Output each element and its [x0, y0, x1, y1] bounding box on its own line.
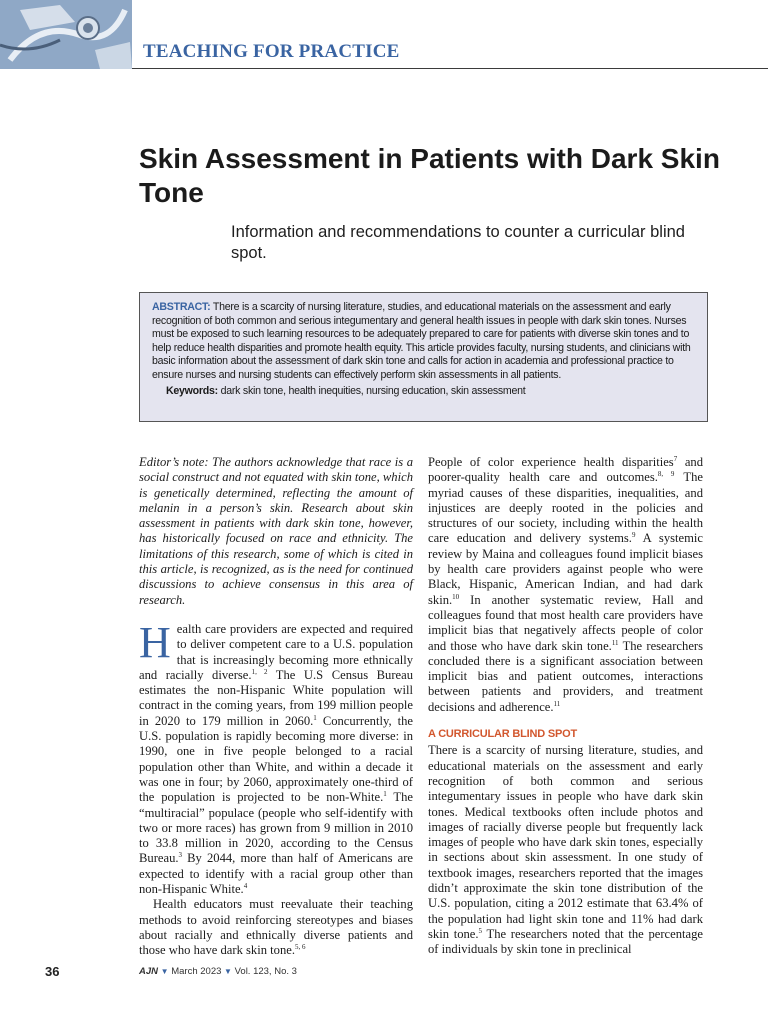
citation: 7	[673, 454, 678, 463]
citation: 11	[611, 638, 619, 647]
section-label: TEACHING FOR PRACTICE	[143, 41, 400, 62]
footer-journal-info	[139, 966, 297, 977]
page-number: 36	[45, 964, 60, 979]
abstract-body: There is a scarcity of nursing literature, studies, and educational materials on the assessment and early recognition of both common and serious integumentary and general health issues in people with dark skin tones. Nurses must be exposed to such learning resources to be adequately prepared to care for patients with diverse skin tones and to help reduce health disparities and promote health equity. This article provides faculty, nursing students, and clinicians with basic information about the assessment of dark skin tone and calls for action in academia and professional practice to ensure nurses and nursing students can effectively perform skin assessments in all patients.	[152, 301, 691, 381]
text-run: The “multiracial” populace (people who self-identify with two or more races) has grown from 9 million in 2010 to 33.8 million in 2020, according to the Census Bureau.	[139, 790, 413, 866]
text-run: and poorer-quality health care and outcomes.	[428, 455, 704, 485]
text-run: A systemic review by Maina and colleagues found implicit biases by health care providers against people who were Black, Hispanic, American Indian, and had dark skin.	[428, 531, 703, 607]
body-paragraph-3	[428, 455, 703, 715]
header-divider	[132, 68, 768, 69]
citation: 9	[631, 531, 636, 540]
separator-icon: ▼	[160, 967, 169, 976]
stethoscope-icon	[0, 0, 132, 69]
citation: 3	[178, 851, 183, 860]
keywords-label: Keywords:	[166, 384, 218, 397]
text-run: In another systematic review, Hall and colleagues found that most health care providers have implicit bias that negatively affects people of color and those who have dark skin tone.	[428, 592, 703, 653]
text-run: By 2044, more than half of Americans are expected to identify with a racial group other than non-Hispanic White.	[139, 851, 413, 897]
keywords-list: dark skin tone, health inequities, nursing education, skin assessment	[217, 384, 526, 397]
body-paragraph-2	[139, 897, 413, 958]
text-run: Concurrently, the U.S. population is rapidly becoming more diverse: in 1990, one in five people belonged to a racial population other than White, and within a decade it was one in four; by 2060, approximately one-third of the population is projected to be non-White.	[139, 713, 413, 805]
text-run: ealth care providers are expected and required to deliver competent care to a U.S. population that is increasingly becoming more ethnically and racially diverse.	[139, 621, 413, 682]
text-run: People of color experience health disparities	[428, 455, 674, 469]
abstract-box	[139, 292, 708, 422]
separator-icon: ▼	[224, 967, 232, 976]
citation: 11	[553, 699, 561, 708]
citation: 4	[243, 881, 248, 890]
volume-info: Vol. 123, No. 3	[234, 966, 297, 977]
article-subtitle: Information and recommendations to counter a curricular blind spot.	[231, 223, 685, 262]
body-paragraph-4	[428, 743, 703, 957]
text-run: The U.S Census Bureau estimates the non-Hispanic White population will contract in the coming years, from 199 million people in 2020 to 179 million in 2060.	[139, 667, 414, 728]
text-run: There is a scarcity of nursing literature, studies, and educational materials on the assessment and early recognition of both common and serious integumentary issues in people who have dark skin tones. Medical textbooks often include photos and images of racially diverse people but frequently lack images of people who have dark skin tones, especially in sections about skin assessment. In one study of textbook images, researchers reported that the images didn’t approximate the skin tone distribution of the U.S. population, citing a 2012 estimate that 63.4% of the population had light skin tone and 11% had dark skin tone.	[428, 743, 703, 941]
citation: 5	[478, 926, 483, 935]
abstract-text	[152, 301, 700, 383]
left-column	[139, 455, 413, 959]
citation: 5, 6	[295, 943, 306, 952]
issue-date: March 2023	[171, 966, 222, 977]
journal-name: AJN	[139, 966, 159, 977]
citation: 10	[452, 592, 460, 601]
article-title: Skin Assessment in Patients with Dark Skin Tone	[139, 143, 720, 208]
section-heading: A CURRICULAR BLIND SPOT	[428, 728, 577, 741]
citation: 1, 2	[251, 667, 268, 676]
citation: 8, 9	[657, 470, 675, 479]
text-run: Health educators must reevaluate their teaching methods to avoid reinforcing stereotypes and biases about racially and ethnically diverse patients and those who have dark skin tone.	[139, 897, 413, 958]
citation: 1	[383, 790, 387, 799]
keywords	[152, 385, 700, 399]
header-stethoscope-photo	[0, 0, 132, 69]
citation: 1	[313, 713, 317, 722]
abstract-label: ABSTRACT:	[152, 301, 211, 313]
text-run: The researchers concluded there is a significant association between implicit bias and patient outcomes, interactions between patients and providers, and treatment decisions and adherence.	[428, 638, 704, 714]
text-run: The researchers noted that the percentage of individuals by skin tone in preclinical	[428, 926, 703, 957]
editors-note: Editor’s note: The authors acknowledge that race is a social construct and not equated with skin tone, which is genetically determined, reflecting the amount of melanin in a person’s skin. Research about skin assessment in patients with dark skin tone, however, has historically focused on race and ethnicity. The limitations of this research, some of which is cited in this article, is recognized, as is the need for continued discussions to achieve consensus in this area of research.	[139, 455, 413, 607]
drop-cap: H	[139, 617, 171, 667]
text-run: The myriad causes of these disparities, inequalities, and injustices are deeply rooted in the policies and structures of our society, including within the health care education and delivery systems.	[428, 470, 703, 546]
body-paragraph-1	[139, 617, 414, 897]
right-column	[428, 455, 703, 958]
